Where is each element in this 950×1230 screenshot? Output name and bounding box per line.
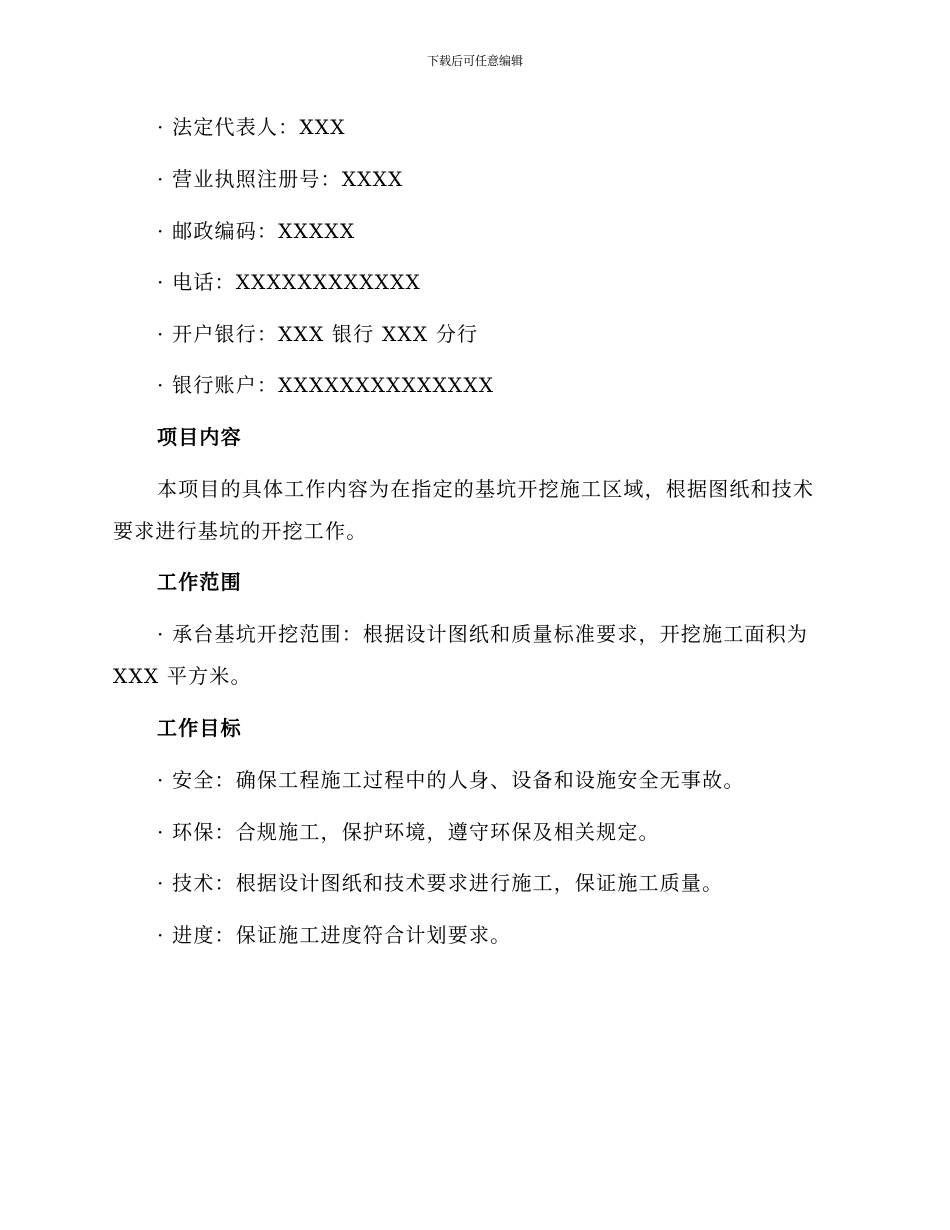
bank-line: · 开户银行：XXX 银行 XXX 分行 [157,322,479,346]
work-scope-heading: 工作范围 [157,570,242,594]
postal-code-line: · 邮政编码：XXXXX [157,219,356,243]
bank-account-line: · 银行账户：XXXXXXXXXXXXXX [157,373,495,397]
page-header-note: 下载后可任意编辑 [426,54,523,68]
legal-representative-line: · 法定代表人：XXX [157,115,346,139]
work-goals-heading: 工作目标 [157,716,242,740]
project-content-paragraph-line-1: 本项目的具体工作内容为在指定的基坑开挖施工区域，根据图纸和技术 [157,477,815,501]
goal-technical-item: · 技术：根据设计图纸和技术要求进行施工，保证施工质量。 [157,871,724,895]
business-license-line: · 营业执照注册号：XXXX [157,167,404,191]
work-scope-item-line-2: XXX 平方米。 [113,664,252,688]
goal-environment-item: · 环保：合规施工，保护环境，遵守环保及相关规定。 [157,820,660,844]
goal-safety-item: · 安全：确保工程施工过程中的人身、设备和设施安全无事故。 [157,768,745,792]
work-scope-item-line-1: · 承台基坑开挖范围：根据设计图纸和质量标准要求，开挖施工面积为 [157,622,809,646]
project-content-paragraph-line-2: 要求进行基坑的开挖工作。 [113,519,368,543]
project-content-heading: 项目内容 [157,425,242,449]
phone-line: · 电话：XXXXXXXXXXXX [157,270,421,294]
goal-schedule-item: · 进度：保证施工进度符合计划要求。 [157,923,512,947]
